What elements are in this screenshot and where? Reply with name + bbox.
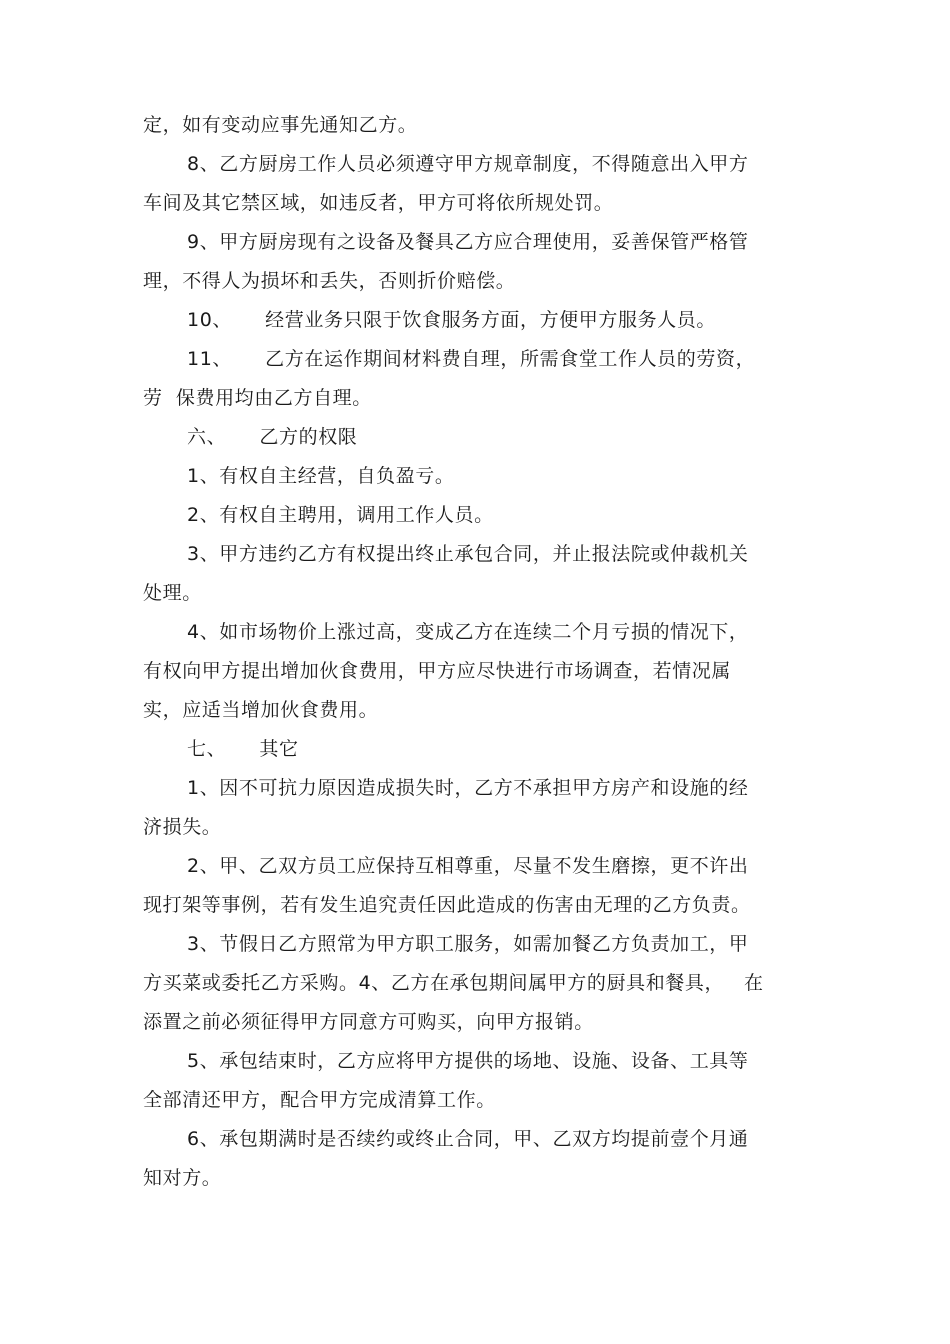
- text-line: 4、如市场物价上涨过高，变成乙方在连续二个月亏损的情况下，: [187, 621, 749, 643]
- document-body: [143, 106, 813, 1198]
- text-line: 劳 保费用均由乙方自理。: [143, 387, 372, 409]
- text-line: 添置之前必须征得甲方同意方可购买，向甲方报销。: [143, 1011, 594, 1033]
- text-line: 车间及其它禁区域，如违反者，甲方可将依所规处罚。: [143, 192, 614, 214]
- text-line: 5、承包结束时，乙方应将甲方提供的场地、设施、设备、工具等: [187, 1050, 749, 1072]
- text-line: 处理。: [143, 582, 202, 604]
- text-line: 有权向甲方提出增加伙食费用，甲方应尽快进行市场调查，若情况属: [143, 660, 732, 682]
- text-line: 实，应适当增加伙食费用。: [143, 699, 379, 721]
- text-line: 济损失。: [143, 816, 222, 838]
- text-line: 1、有权自主经营，自负盈亏。: [187, 465, 455, 487]
- text-line: 方买菜或委托乙方采购。4、乙方在承包期间属甲方的厨具和餐具， 在: [143, 972, 764, 994]
- text-line: 10、 经营业务只限于饮食服务方面，方便甲方服务人员。: [187, 309, 716, 331]
- text-line: 11、 乙方在运作期间材料费自理，所需食堂工作人员的劳资，: [187, 348, 756, 370]
- text-line: 3、甲方违约乙方有权提出终止承包合同，并止报法院或仲裁机关: [187, 543, 749, 565]
- text-line: 9、甲方厨房现有之设备及餐具乙方应合理使用，妥善保管严格管: [187, 231, 749, 253]
- text-line: 定，如有变动应事先通知乙方。: [143, 114, 418, 136]
- text-line: 2、甲、乙双方员工应保持互相尊重，尽量不发生磨擦，更不许出: [187, 855, 749, 877]
- text-line: 8、乙方厨房工作人员必须遵守甲方规章制度，不得随意出入甲方: [187, 153, 749, 175]
- text-line: 1、因不可抗力原因造成损失时，乙方不承担甲方房产和设施的经: [187, 777, 749, 799]
- text-line: 全部清还甲方，配合甲方完成清算工作。: [143, 1089, 496, 1111]
- text-line: 现打架等事例，若有发生追究责任因此造成的伤害由无理的乙方负责。: [143, 894, 751, 916]
- text-line: 6、承包期满时是否续约或终止合同，甲、乙双方均提前壹个月通: [187, 1128, 749, 1150]
- text-line: 3、节假日乙方照常为甲方职工服务，如需加餐乙方负责加工，甲: [187, 933, 749, 955]
- section-heading: 七、 其它: [187, 738, 299, 760]
- text-line: 2、有权自主聘用，调用工作人员。: [187, 504, 494, 526]
- section-heading: 六、 乙方的权限: [187, 426, 358, 448]
- text-line: 知对方。: [143, 1167, 222, 1189]
- text-line: 理，不得人为损坏和丢失，否则折价赔偿。: [143, 270, 516, 292]
